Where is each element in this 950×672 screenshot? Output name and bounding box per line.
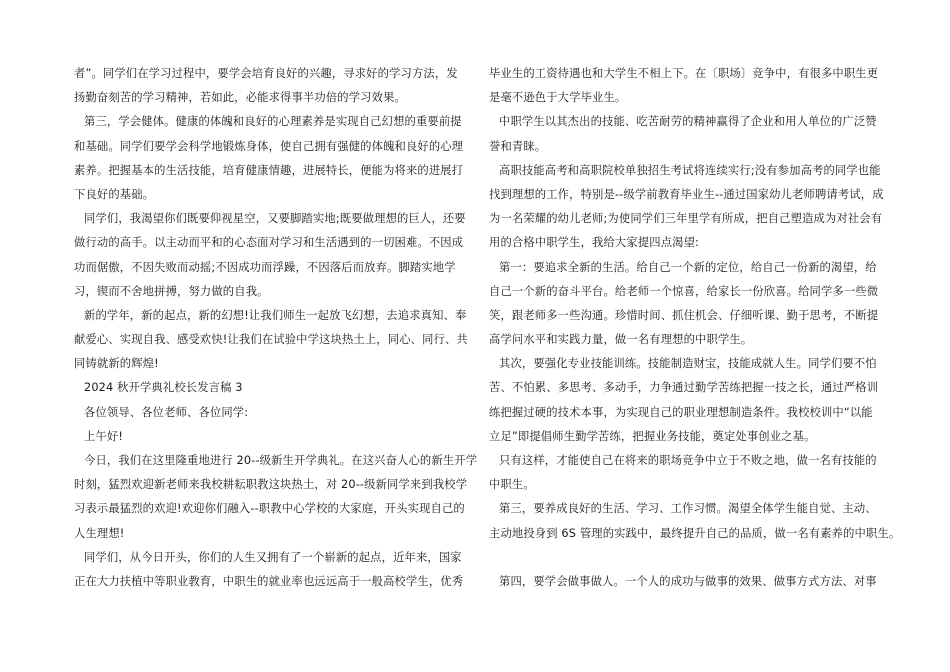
text-line: 习，锲而不舍地拼搏，努力做的自我。 bbox=[74, 284, 269, 298]
text-line: 自己一个新的奋斗平台。给老师一个惊喜，给家长一份欣喜。给同学多一些微 bbox=[489, 284, 879, 298]
text-line: 高学问水平和实践力量，做一名有理想的中职学生。 bbox=[489, 333, 753, 347]
text-line: 用的合格中职学生，我给大家提四点渴望: bbox=[489, 236, 700, 250]
text-line: 做行动的高手。以主动而平和的心态面对学习和生活遇到的一切困难。不因成 bbox=[74, 236, 464, 250]
text-line: 新的学年，新的起点，新的幻想!让我们师生一起放飞幻想，去追求真知、奉 bbox=[84, 308, 467, 322]
text-line: 只有这样，才能使自己在将来的职场竞争中立于不败之地，做一名有技能的 bbox=[499, 454, 877, 467]
text-line: 同铸就新的辉煌! bbox=[74, 357, 159, 371]
text-line: 誉和青睐。 bbox=[489, 139, 547, 153]
text-line: 是毫不逊色于大学毕业生。 bbox=[489, 91, 627, 105]
text-line: 为一名荣耀的幼儿老师;为使同学们三年里学有所成，把自己塑造成为对社会有 bbox=[489, 212, 883, 226]
text-line: 笑，跟老师多一些沟通。珍惜时间、抓住机会、仔细听课、勤于思考，不断提 bbox=[489, 308, 879, 322]
text-line: 找到理想的工作，特别是--级学前教育毕业生--通过国家幼儿老师聘请考试，成 bbox=[489, 187, 884, 201]
text-line: 时刻，猛烈欢迎新老师来我校耕耘职教这块热土，对 20--级新同学来到我校学 bbox=[74, 478, 468, 492]
text-line: 其次，要强化专业技能训练。技能制造财宝，技能成就人生。同学们要不怕 bbox=[499, 357, 877, 371]
text-line: 献爱心、实现自我、感受欢快!让我们在试验中学这块热土上，同心、同行、共 bbox=[74, 333, 468, 347]
text-line: 功而倨傲，不因失败而动摇;不因成功而浮躁，不因落后而放弃。脚踏实地学 bbox=[74, 260, 456, 274]
text-line: 各位领导、各位老师、各位同学: bbox=[84, 405, 249, 419]
text-line: 上午好! bbox=[84, 429, 124, 443]
text-line: 和基础。同学们要学会科学地锻炼身体，使自己拥有强健的体魄和良好的心理 bbox=[74, 139, 464, 153]
text-line: 中职生。 bbox=[489, 478, 535, 492]
text-line: 第一：要追求全新的生活。给自己一个新的定位，给自己一份新的渴望，给 bbox=[499, 260, 877, 274]
text-line: 第四，要学会做事做人。一个人的成功与做事的效果、做事方式方法、对事 bbox=[499, 574, 877, 588]
text-line: 者”。同学们在学习过程中，要学会培育良好的兴趣，寻求好的学习方法，发 bbox=[74, 67, 458, 80]
text-line: 苦、不怕累、多思考、多动手，力争通过勤学苦练把握一技之长，通过严格训 bbox=[489, 381, 879, 395]
text-line: 高职技能高考和高职院校单独招生考试将连续实行;没有参加高考的同学也能 bbox=[499, 163, 881, 177]
text-line: 2024 秋开学典礼校长发言稿 3 bbox=[84, 381, 243, 395]
left-text-column bbox=[74, 62, 478, 594]
text-line: 扬勤奋刻苦的学习精神，若如此，必能求得事半功倍的学习效果。 bbox=[74, 91, 406, 105]
text-line: 习表示最猛烈的欢迎!欢迎你们融入--职教中心学校的大家庭，开头实现自己的 bbox=[74, 502, 465, 516]
text-line: 练把握过硬的技术本事，为实现自己的职业理想制造条件。我校校训中“以能 bbox=[489, 405, 873, 419]
text-line: 中职学生以其杰出的技能、吃苦耐劳的精神赢得了企业和用人单位的广泛赞 bbox=[499, 115, 877, 129]
text-line: 人生理想! bbox=[74, 526, 125, 540]
text-line: 第三，学会健体。健康的体魄和良好的心理素养是实现自己幻想的重要前提 bbox=[84, 115, 462, 129]
text-line: 今日，我们在这里隆重地进行 20--级新生开学典礼。在这兴奋人心的新生开学 bbox=[84, 454, 478, 467]
text-line: 同学们，从今日开头，你们的人生又拥有了一个崭新的起点，近年来，国家 bbox=[84, 550, 462, 564]
text-line: 立足”即提倡师生勤学苦练，把握业务技能，奠定处事创业之基。 bbox=[489, 429, 816, 443]
text-line: 主动地投身到 6S 管理的实践中，最终提升自己的品质，做一名有素养的中职生。 bbox=[489, 526, 901, 540]
text-line: 素养。把握基本的生活技能，培育健康情趣，进展特长，便能为将来的进展打 bbox=[74, 163, 464, 177]
text-line: 正在大力扶植中等职业教育，中职生的就业率也远远高于一般高校学生，优秀 bbox=[74, 574, 464, 588]
right-text-column bbox=[489, 62, 901, 594]
text-line: 毕业生的工资待遇也和大学生不相上下。在〔职场〕竞争中，有很多中职生更 bbox=[489, 67, 879, 80]
text-line: 下良好的基础。 bbox=[74, 187, 155, 201]
text-line: 同学们，我渴望你们既要仰视星空，又要脚踏实地;既要做理想的巨人，还要 bbox=[84, 212, 466, 226]
paragraph-gap bbox=[489, 546, 884, 570]
text-line: 第三，要养成良好的生活、学习、工作习惯。渴望全体学生能自觉、主动、 bbox=[499, 502, 877, 516]
